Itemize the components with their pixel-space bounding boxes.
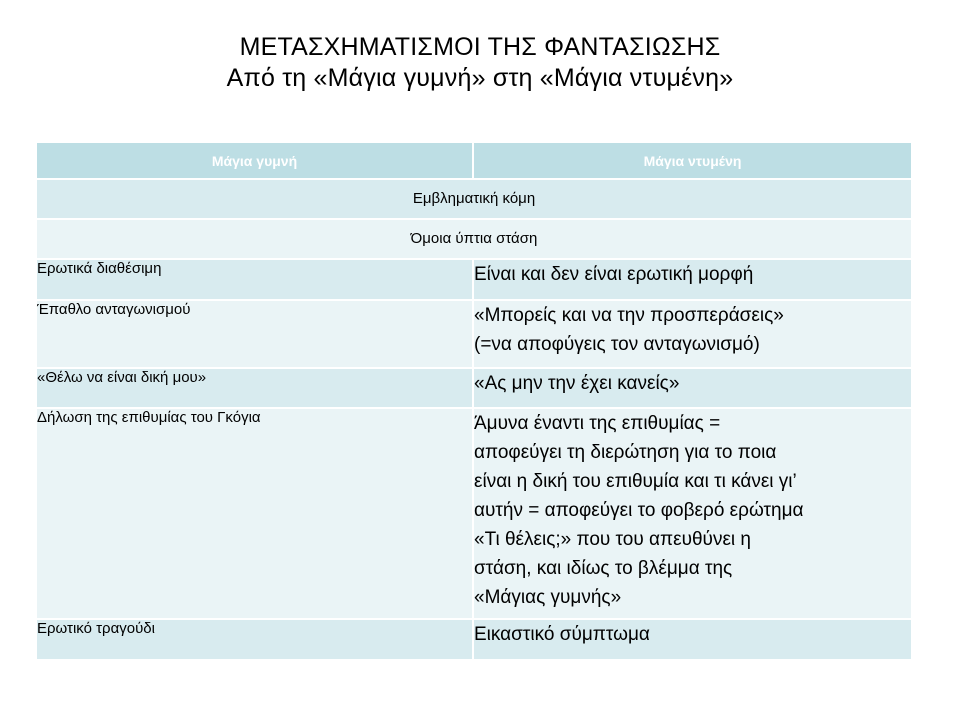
right-cell-line: Είναι και δεν είναι ερωτική μορφή — [474, 264, 754, 285]
left-cell: Έπαθλο ανταγωνισμού — [36, 300, 473, 368]
slide-title — [0, 32, 960, 94]
left-cell: Ερωτικά διαθέσιμη — [36, 259, 473, 300]
left-cell: Δήλωση της επιθυμίας του Γκόγια — [36, 408, 473, 619]
table-row — [36, 619, 912, 660]
right-cell — [473, 368, 912, 408]
table-row — [36, 179, 912, 219]
left-cell: Ερωτικό τραγούδι — [36, 619, 473, 660]
right-cell-line: αυτήν = αποφεύγει το φοβερό ερώτημα — [474, 500, 804, 521]
slide-title-line-1: ΜΕΤΑΣΧΗΜΑΤΙΣΜΟΙ ΤΗΣ ΦΑΝΤΑΣΙΩΣΗΣ — [239, 33, 721, 61]
right-cell-line: «Μπορείς και να την προσπεράσεις» — [474, 305, 784, 326]
right-cell-line: «Ας μην την έχει κανείς» — [474, 373, 680, 394]
table-header-row — [36, 142, 912, 179]
slide-title-line-2: Από τη «Μάγια γυμνή» στη «Μάγια ντυμένη» — [226, 64, 734, 92]
column-header-maja-ntymeni: Μάγια ντυμένη — [473, 142, 912, 179]
right-cell — [473, 408, 912, 619]
shared-row-cell: Όμοια ύπτια στάση — [36, 219, 912, 259]
right-cell-line: «Τι θέλεις;» που του απευθύνει η — [474, 529, 751, 550]
right-cell-line: Άμυνα έναντι της επιθυμίας = — [474, 413, 721, 434]
column-header-maja-gymni: Μάγια γυμνή — [36, 142, 473, 179]
right-cell-line: «Μάγιας γυμνής» — [474, 587, 622, 608]
right-cell — [473, 300, 912, 368]
table-row — [36, 300, 912, 368]
right-cell-line: Εικαστικό σύμπτωμα — [474, 624, 650, 645]
comparison-table — [35, 141, 913, 661]
right-cell-line: είναι η δική του επιθυμία και τι κάνει γι’ — [474, 471, 797, 492]
table-row — [36, 408, 912, 619]
table-row — [36, 368, 912, 408]
right-cell-line: στάση, και ιδίως το βλέμμα της — [474, 558, 733, 579]
right-cell — [473, 619, 912, 660]
table-row — [36, 259, 912, 300]
right-cell-line: αποφεύγει τη διερώτηση για το ποια — [474, 442, 777, 463]
right-cell — [473, 259, 912, 300]
right-cell-line: (=να αποφύγεις τον ανταγωνισμό) — [474, 334, 760, 355]
left-cell: «Θέλω να είναι δική μου» — [36, 368, 473, 408]
table-row — [36, 219, 912, 259]
shared-row-cell: Εμβληματική κόμη — [36, 179, 912, 219]
